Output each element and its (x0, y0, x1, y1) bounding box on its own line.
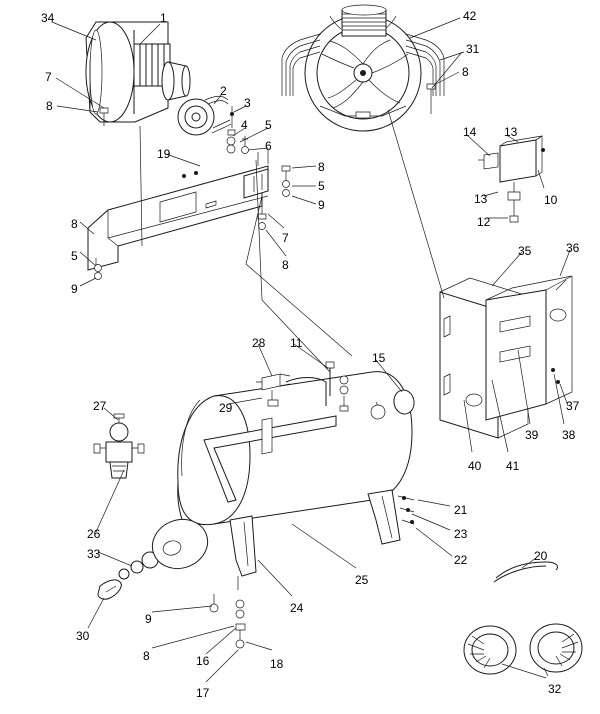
callout-11: 11 (290, 336, 303, 350)
callout-33: 33 (87, 547, 101, 561)
callout-14: 14 (463, 125, 477, 139)
callout-23: 23 (454, 527, 468, 541)
callout-25: 25 (355, 573, 369, 587)
callout-28: 28 (252, 336, 266, 350)
callout-17: 17 (196, 686, 210, 700)
callout-41: 41 (506, 459, 520, 473)
callout-27: 27 (93, 399, 107, 413)
callout-20: 20 (534, 549, 548, 563)
pump-assembly (282, 5, 444, 131)
callout-8-plate-right: 8 (318, 160, 325, 174)
callout-21: 21 (454, 503, 468, 517)
callout-8-motor: 8 (46, 99, 53, 113)
callout-22: 22 (454, 553, 468, 567)
callout-5-plate-right: 5 (318, 179, 325, 193)
callout-29: 29 (219, 401, 233, 415)
callout-31: 31 (466, 42, 480, 56)
callout-15: 15 (372, 351, 386, 365)
callout-42: 42 (463, 9, 477, 23)
callout-1: 1 (160, 11, 167, 25)
callout-8-plate-left: 8 (71, 217, 78, 231)
pressure-switch-assembly (478, 136, 545, 222)
callout-5-pulley: 5 (265, 118, 272, 132)
callout-34: 34 (41, 11, 55, 25)
callout-9-plate-left: 9 (71, 282, 78, 296)
callout-37: 37 (566, 399, 580, 413)
callout-8-pump: 8 (462, 65, 469, 79)
belt-guard-assembly (440, 276, 574, 438)
motor-assembly (86, 22, 190, 122)
regulator-assembly (94, 414, 144, 478)
callout-13-top: 13 (504, 125, 518, 139)
callout-7-plate: 7 (282, 231, 289, 245)
callout-32: 32 (548, 682, 562, 696)
callout-30: 30 (76, 629, 90, 643)
callout-5-plate-left: 5 (71, 249, 78, 263)
callout-10: 10 (544, 193, 558, 207)
callout-8-plate-mid: 8 (282, 258, 289, 272)
callout-13-bottom: 13 (474, 192, 488, 206)
callout-12: 12 (477, 215, 491, 229)
callout-19: 19 (157, 147, 171, 161)
callout-9-foot: 9 (145, 612, 152, 626)
callout-24: 24 (290, 601, 304, 615)
callout-16: 16 (196, 654, 210, 668)
callout-38: 38 (562, 428, 576, 442)
callout-36: 36 (566, 241, 580, 255)
callout-9-plate-right: 9 (318, 198, 325, 212)
callout-4: 4 (241, 118, 248, 132)
callout-18: 18 (270, 657, 284, 671)
callout-6: 6 (265, 139, 272, 153)
callout-3: 3 (244, 96, 251, 110)
air-tank-assembly (98, 362, 416, 648)
callout-26: 26 (87, 527, 101, 541)
callout-8-foot: 8 (143, 649, 150, 663)
coiled-hose-item-32 (464, 624, 582, 674)
callout-35: 35 (518, 244, 532, 258)
pulley-belt-assembly (178, 96, 249, 153)
callout-7-motor: 7 (45, 70, 52, 84)
callout-2: 2 (220, 84, 227, 98)
callout-39: 39 (525, 428, 539, 442)
callout-40: 40 (468, 459, 482, 473)
